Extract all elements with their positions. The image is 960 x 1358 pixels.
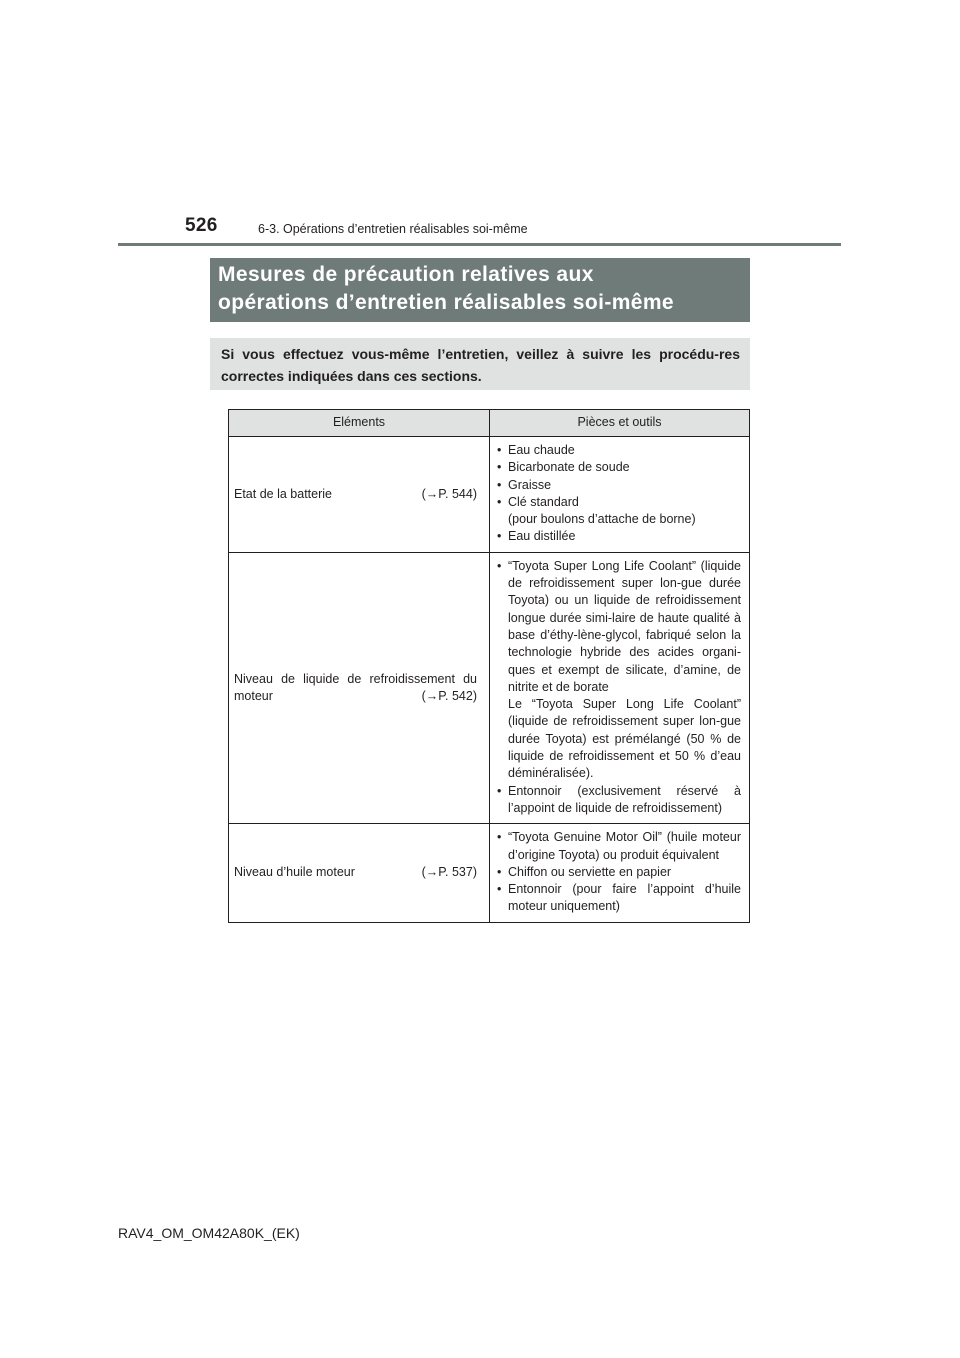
- intro-text: Si vous effectuez vous-même l’entretien, veillez à suivre les procédu-res correctes indiquées dans ces sections.: [210, 338, 750, 390]
- parts-list: [497, 442, 741, 546]
- title-line-2: opérations d’entretien réalisables soi-même: [218, 291, 675, 314]
- page-reference-link[interactable]: (→P. 537): [421, 865, 477, 880]
- parts-list: [497, 829, 741, 915]
- item-line: [234, 486, 477, 503]
- list-item: • Bicarbonate de soude: [497, 459, 741, 476]
- section-header: 6-3. Opérations d’entretien réalisables soi-même: [258, 222, 528, 236]
- list-item-continuation: (pour boulons d’attache de borne): [508, 512, 696, 527]
- list-item: • “Toyota Super Long Life Coolant” (liquide de refroidissement super lon-gue durée Toyota) ou un liquide de refroidissement longue durée simi-laire de haute qualité à base d’éthy-lène-glycol, fabriqué selon la technologie hybride des acides organi-ques et exempt de silicate, d’amine, de nitrite et de borate: [497, 558, 741, 696]
- page-title: [210, 258, 750, 322]
- item-line-1: Niveau de liquide de refroidissement du: [234, 671, 477, 686]
- item-line: [234, 688, 477, 705]
- item-cell: [229, 824, 490, 922]
- footer-doc-code: RAV4_OM_OM42A80K_(EK): [118, 1225, 300, 1241]
- table-header-row: [229, 410, 750, 437]
- item-cell: [229, 437, 490, 553]
- list-item: • Chiffon ou serviette en papier: [497, 864, 741, 881]
- header-items: Eléments: [229, 410, 490, 437]
- header-parts-tools: Pièces et outils: [490, 410, 750, 437]
- header-rule: [118, 243, 841, 246]
- table-row: [229, 437, 750, 553]
- item-name: moteur: [234, 689, 273, 703]
- list-item: • Eau chaude: [497, 442, 741, 459]
- list-item: • Clé standard: [497, 494, 741, 511]
- page-reference-link[interactable]: (→P. 542): [421, 689, 477, 703]
- list-item: • Entonnoir (exclusivement réservé à l’appoint de liquide de refroidissement): [497, 783, 741, 818]
- page-number: 526: [185, 215, 218, 236]
- item-line: [234, 864, 477, 881]
- item-name: Niveau d’huile moteur: [234, 865, 355, 880]
- parts-cell: [490, 552, 750, 823]
- maintenance-parts-table: [228, 409, 750, 923]
- parts-cell: [490, 437, 750, 553]
- table-row: [229, 552, 750, 823]
- table-row: [229, 824, 750, 922]
- page-reference-link[interactable]: (→P. 544): [421, 486, 477, 501]
- list-item: • “Toyota Genuine Motor Oil” (huile moteur d’origine Toyota) ou produit équivalent: [497, 829, 741, 864]
- parts-list: [497, 558, 741, 817]
- list-item: • Entonnoir (pour faire l’appoint d’huile moteur uniquement): [497, 881, 741, 916]
- parts-cell: [490, 824, 750, 922]
- item-name: Etat de la batterie: [234, 486, 332, 501]
- title-line-1: Mesures de précaution relatives aux: [218, 263, 594, 286]
- list-item-continuation: Le “Toyota Super Long Life Coolant” (liquide de refroidissement super lon-gue durée Toyota) est prémélangé (50 % de liquide de refroidissement et 50 % d’eau déminéralisée).: [508, 697, 741, 781]
- item-cell: [229, 552, 490, 823]
- list-item: • Graisse: [497, 477, 741, 494]
- list-item: • Eau distillée: [497, 528, 741, 545]
